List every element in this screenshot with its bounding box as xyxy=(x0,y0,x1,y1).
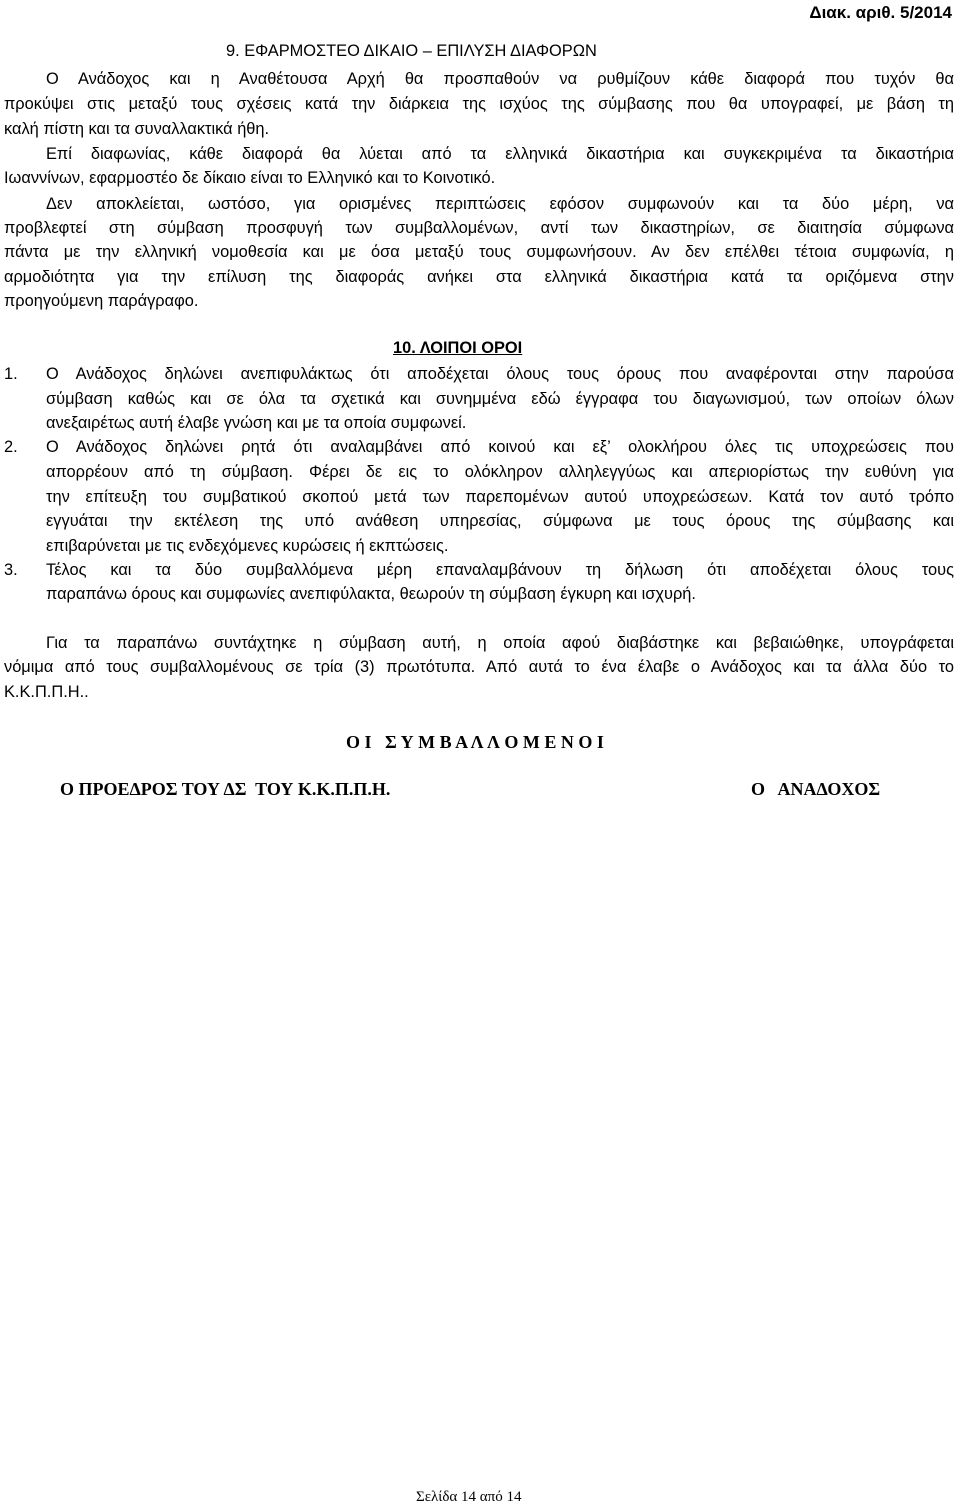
closing-line-1: Για τα παραπάνω συντάχτηκε η σύμβαση αυτή, η οποία αφού διαβάστηκε και βεβαιώθηκε, υπογράφεται xyxy=(46,634,954,652)
section-10-item-2-line-2: απορρέουν από τη σύμβαση. Φέρει δε εις το ολόκληρον αλληλεγγύως και απεριορίστως την ευθύνη για xyxy=(46,463,954,481)
document-reference: Διακ. αριθ. 5/2014 xyxy=(809,3,952,22)
section-9-p2-line-1: Επί διαφωνίας, κάθε διαφορά θα λύεται από τα ελληνικά δικαστήρια και συγκεκριμένα τα δικαστήρια xyxy=(46,145,954,163)
closing-line-3: Κ.Κ.Π.Π.Η.. xyxy=(4,683,89,701)
section-10-item-2-line-1: Ο Ανάδοχος δηλώνει ρητά ότι αναλαμβάνει από κοινού και εξ’ ολοκλήρου όλες τις υποχρεώσεις που xyxy=(46,438,954,456)
section-9-p3-line-4: αρμοδιότητα για την επίλυση της διαφοράς ανήκει στα ελληνικά δικαστήρια κατά τα οριζόμενα στην xyxy=(4,268,954,286)
section-10-item-2-line-5: επιβαρύνεται με τις ενδεχόμενες κυρώσεις ή εκπτώσεις. xyxy=(46,537,449,555)
section-9-p1-line-1: Ο Ανάδοχος και η Αναθέτουσα Αρχή θα προσπαθούν να ρυθμίζουν κάθε διαφορά που τυχόν θα xyxy=(46,70,954,88)
section-9-p1-line-2: προκύψει στις μεταξύ τους σχέσεις κατά την διάρκεια της ισχύος της σύμβασης που θα υπογραφεί, με βάση τη xyxy=(4,95,954,113)
section-9-p3-line-3: πάντα με την ελληνική νομοθεσία και με όσα μεταξύ τους συμφωνήσουν. Αν δεν επέλθει τέτοια συμφωνία, η xyxy=(4,243,954,261)
section-10-item-3-number: 3. xyxy=(4,561,18,579)
section-9-p3-line-1: Δεν αποκλείεται, ωστόσο, για ορισμένες περιπτώσεις εφόσον συμφωνούν και τα δύο μέρη, να xyxy=(46,195,954,213)
section-9-p3-line-2: προβλεφτεί στη σύμβαση προσφυγή των συμβαλλομένων, αντί των δικαστηρίων, σε διαιτησία σύμφωνα xyxy=(4,219,954,237)
section-10-item-2-line-4: εγγυάται την εκτέλεση της υπό ανάθεση υπηρεσίας, σύμφωνα με τους όρους της σύμβασης και xyxy=(46,512,954,530)
page-number: Σελίδα 14 από 14 xyxy=(416,1489,522,1505)
closing-line-2: νόμιμα από τους συμβαλλομένους σε τρία (3) πρωτότυπα. Από αυτά το ένα έλαβε ο Ανάδοχος και τα άλλα δύο το xyxy=(4,658,954,676)
section-9-p1-line-3: καλή πίστη και τα συναλλακτικά ήθη. xyxy=(4,120,270,138)
section-9-title: 9. ΕΦΑΡΜΟΣΤΕΟ ΔΙΚΑΙΟ – ΕΠΙΛΥΣΗ ΔΙΑΦΟΡΩΝ xyxy=(226,42,597,60)
section-10-item-1-line-3: ανεξαιρέτως αυτή έλαβε γνώση και με τα οποία συμφωνεί. xyxy=(46,414,467,432)
signatory-left-title: Ο ΠΡΟΕΔΡΟΣ ΤΟΥ ΔΣ ΤΟΥ Κ.Κ.Π.Π.Η. xyxy=(60,779,391,799)
section-10-item-3-line-1: Τέλος και τα δύο συμβαλλόμενα μέρη επαναλαμβάνουν τη δήλωση ότι αποδέχεται όλους τους xyxy=(46,561,954,579)
section-10-item-1-number: 1. xyxy=(4,365,18,383)
section-10-title: 10. ΛΟΙΠΟΙ ΟΡΟΙ xyxy=(393,339,523,357)
section-10-item-2-number: 2. xyxy=(4,438,18,456)
section-10-item-3-line-2: παραπάνω όρους και συμφωνίες ανεπιφύλακτα, θεωρούν τη σύμβαση έγκυρη και ισχυρή. xyxy=(46,585,696,603)
section-10-item-1-line-1: Ο Ανάδοχος δηλώνει ανεπιφυλάκτως ότι αποδέχεται όλους τους όρους που αναφέρονται στην παρούσα xyxy=(46,365,954,383)
signatories-heading: Ο Ι Σ Υ Μ Β Α Λ Λ Ο Μ Ε Ν Ο Ι xyxy=(346,732,604,752)
section-9-p3-line-5: προηγούμενη παράγραφο. xyxy=(4,292,199,310)
section-9-p2-line-2: Ιωαννίνων, εφαρμοστέο δε δίκαιο είναι το Ελληνικό και το Κοινοτικό. xyxy=(4,169,496,187)
signatory-right-title: Ο ΑΝΑΔΟΧΟΣ xyxy=(751,779,881,799)
section-10-item-2-line-3: την επίτευξη του συμβατικού σκοπού μετά των παρεπομένων αυτού υποχρεώσεων. Κατά τον αυτό τρόπο xyxy=(46,488,954,506)
section-10-item-1-line-2: σύμβαση καθώς και σε όλα τα σχετικά και συνημμένα εδώ έγγραφα του διαγωνισμού, των οποίων όλων xyxy=(46,390,954,408)
